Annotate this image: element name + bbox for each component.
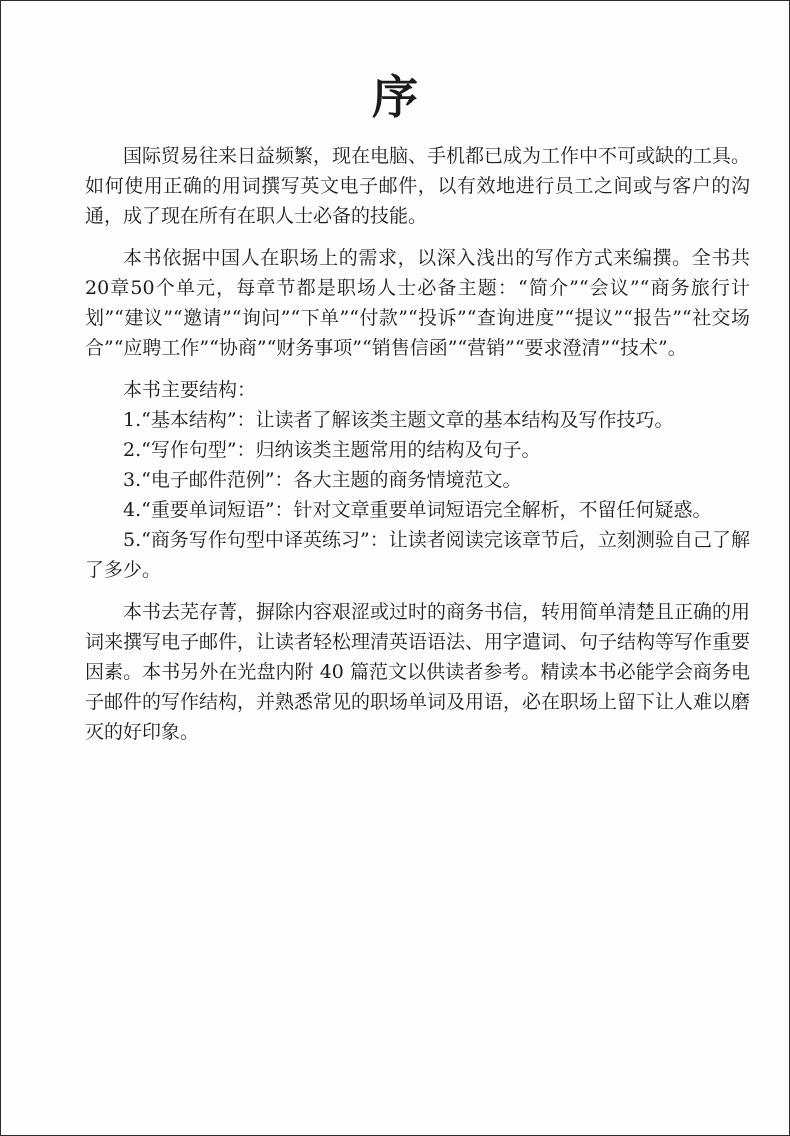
structure-item-3: 3.“电子邮件范例”：各大主题的商务情境范文。 — [123, 469, 522, 491]
preface-body — [85, 141, 750, 747]
structure-item-5: 5.“商务写作句型中译英练习”：让读者阅读完该章节后，立刻测验自己了解了多少。 — [85, 529, 750, 581]
structure-item-1: 1.“基本结构”：让读者了解该类主题文章的基本结构及写作技巧。 — [123, 409, 674, 431]
structure-item-4: 4.“重要单词短语”：针对文章重要单词短语完全解析，不留任何疑惑。 — [123, 499, 712, 521]
paragraph-structure-heading: 本书主要结构： — [123, 379, 257, 401]
page-title: 序 — [372, 70, 418, 124]
paragraph-intro: 国际贸易往来日益频繁，现在电脑、手机都已成为工作中不可或缺的工具。如何使用正确的用词撰写英文电子邮件，以有效地进行员工之间或与客户的沟通，成了现在所有在职人士必备的技能。 — [85, 145, 751, 227]
structure-item-2: 2.“写作句型”：归纳该类主题常用的结构及句子。 — [123, 439, 541, 461]
paragraph-conclusion: 本书去芜存菁，摒除内容艰涩或过时的商务书信，转用简单清楚且正确的用词来撰写电子邮件，让读者轻松理清英语语法、用字遣词、句子结构等写作重要因素。本书另外在光盘内附 40 篇范文以供读者参考。精读本书必能学会商务电子邮件的写作结构，并熟悉常见的职场单词及用语，必在职场上留下让人难以磨灭的好印象。 — [85, 601, 751, 743]
paragraph-topics: 本书依据中国人在职场上的需求，以深入浅出的写作方式来编撰。全书共20章50个单元，每章节都是职场人士必备主题：“简介”“会议”“商务旅行计划”“建议”“邀请”“询问”“下单”“付款”“投诉”“查询进度”“提议”“报告”“社交场合”“应聘工作”“协商”“财务事项”“销售信函”“营销”“要求澄清”“技术”。 — [85, 247, 750, 359]
